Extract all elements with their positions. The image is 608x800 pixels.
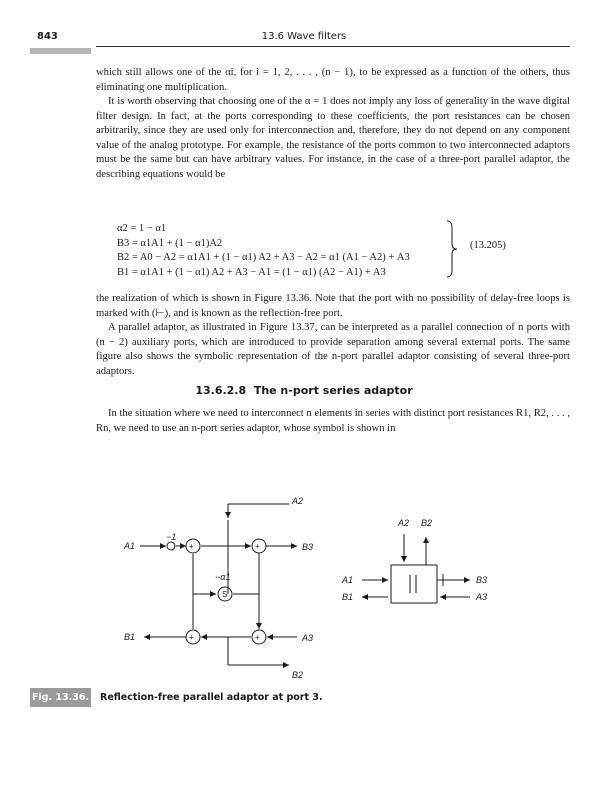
- label-b1-left: B1: [124, 632, 136, 642]
- equation-line-1: α2 = 1 − α1: [117, 223, 167, 234]
- paragraph-3: the realization of which is shown in Figure 13.36. Note that the port with no possibility of delay-free loops is marked with (⊢), and is known as the reflection-free port.: [96, 293, 570, 319]
- symbol-label-b2: B2: [421, 518, 433, 528]
- paragraph-2: It is worth observing that choosing one of the α = 1 does not imply any loss of generality in the wave digital filter design. In fact, at the ports corresponding to these coefficients, the port resistances can be chosen arbitrarily, since they are used only for interconnection and, therefore, they do not depend on any component value of the analog prototype. For example, the resistance of the ports common to two interconnected adaptors must be the same but can have arbitrary values. For instance, in the case of a three-port parallel adaptor, the describing equations would be: [96, 96, 570, 180]
- plus-sign-4: +: [255, 633, 260, 642]
- plus-sign-2: +: [255, 542, 260, 551]
- symbol-label-b3: B3: [476, 575, 488, 585]
- subsection-number: 13.6.2.8: [195, 384, 247, 397]
- label-a1-left: A1: [124, 541, 136, 551]
- figure-label: Fig. 13.36.: [30, 688, 91, 707]
- label-minus-alpha1: −α1: [215, 572, 231, 582]
- equation-line-2: B3 = α1A1 + (1 − α1)A2: [117, 237, 223, 249]
- equation-number: (13.205): [470, 240, 506, 251]
- figure-labels: [123, 496, 487, 680]
- symbol-label-a2: A2: [398, 518, 410, 528]
- paragraph-4: A parallel adaptor, as illustrated in Figure 13.37, can be interpreted as a parallel connection of n ports with (n − 2) auxiliary ports, which are introduced to provide separation among several external ports. The same figure also shows the symbolic representation of the n-port parallel adaptor consisting of several three-port adaptors.: [96, 322, 570, 377]
- paragraph-5: In the situation where we need to interconnect n elements in series with distinct port resistances R1, R2, . . . , Rn, we need to use an n-port series adaptor, whose symbol is shown in: [96, 408, 570, 434]
- symbol-label-b1: B1: [342, 592, 354, 602]
- paragraph-1: which still allows one of the αi, for i = 1, 2, . . . , (n − 1), to be expressed as a function of the others, thus eliminating one multiplication.: [96, 67, 570, 93]
- symbol-label-a3: A3: [476, 592, 488, 602]
- label-a3-right: A3: [302, 633, 314, 643]
- page-number: 843: [37, 31, 58, 42]
- label-b3-right: B3: [302, 542, 314, 552]
- label-s: S: [222, 590, 228, 599]
- label-b2-bottom: B2: [292, 670, 304, 680]
- running-title: 13.6 Wave filters: [261, 31, 347, 42]
- subsection-title: The n-port series adaptor: [253, 384, 413, 397]
- figure-caption: Reflection-free parallel adaptor at port 3.: [100, 692, 323, 703]
- plus-sign-1: +: [189, 542, 194, 551]
- equation-line-4: B1 = α1A1 + (1 − α1) A2 + A3 − A1 = (1 − α1) (A2 − A1) + A3: [117, 266, 386, 278]
- symbol-label-a1: A1: [342, 575, 354, 585]
- label-minus1: −1: [166, 532, 177, 542]
- equation-line-3: B2 = A0 − A2 = α1A1 + (1 − α1) A2 + A3 − A2 = α1 (A1 − A2) + A3: [117, 252, 410, 263]
- plus-sign-3: +: [189, 633, 194, 642]
- label-a2-top: A2: [292, 496, 304, 506]
